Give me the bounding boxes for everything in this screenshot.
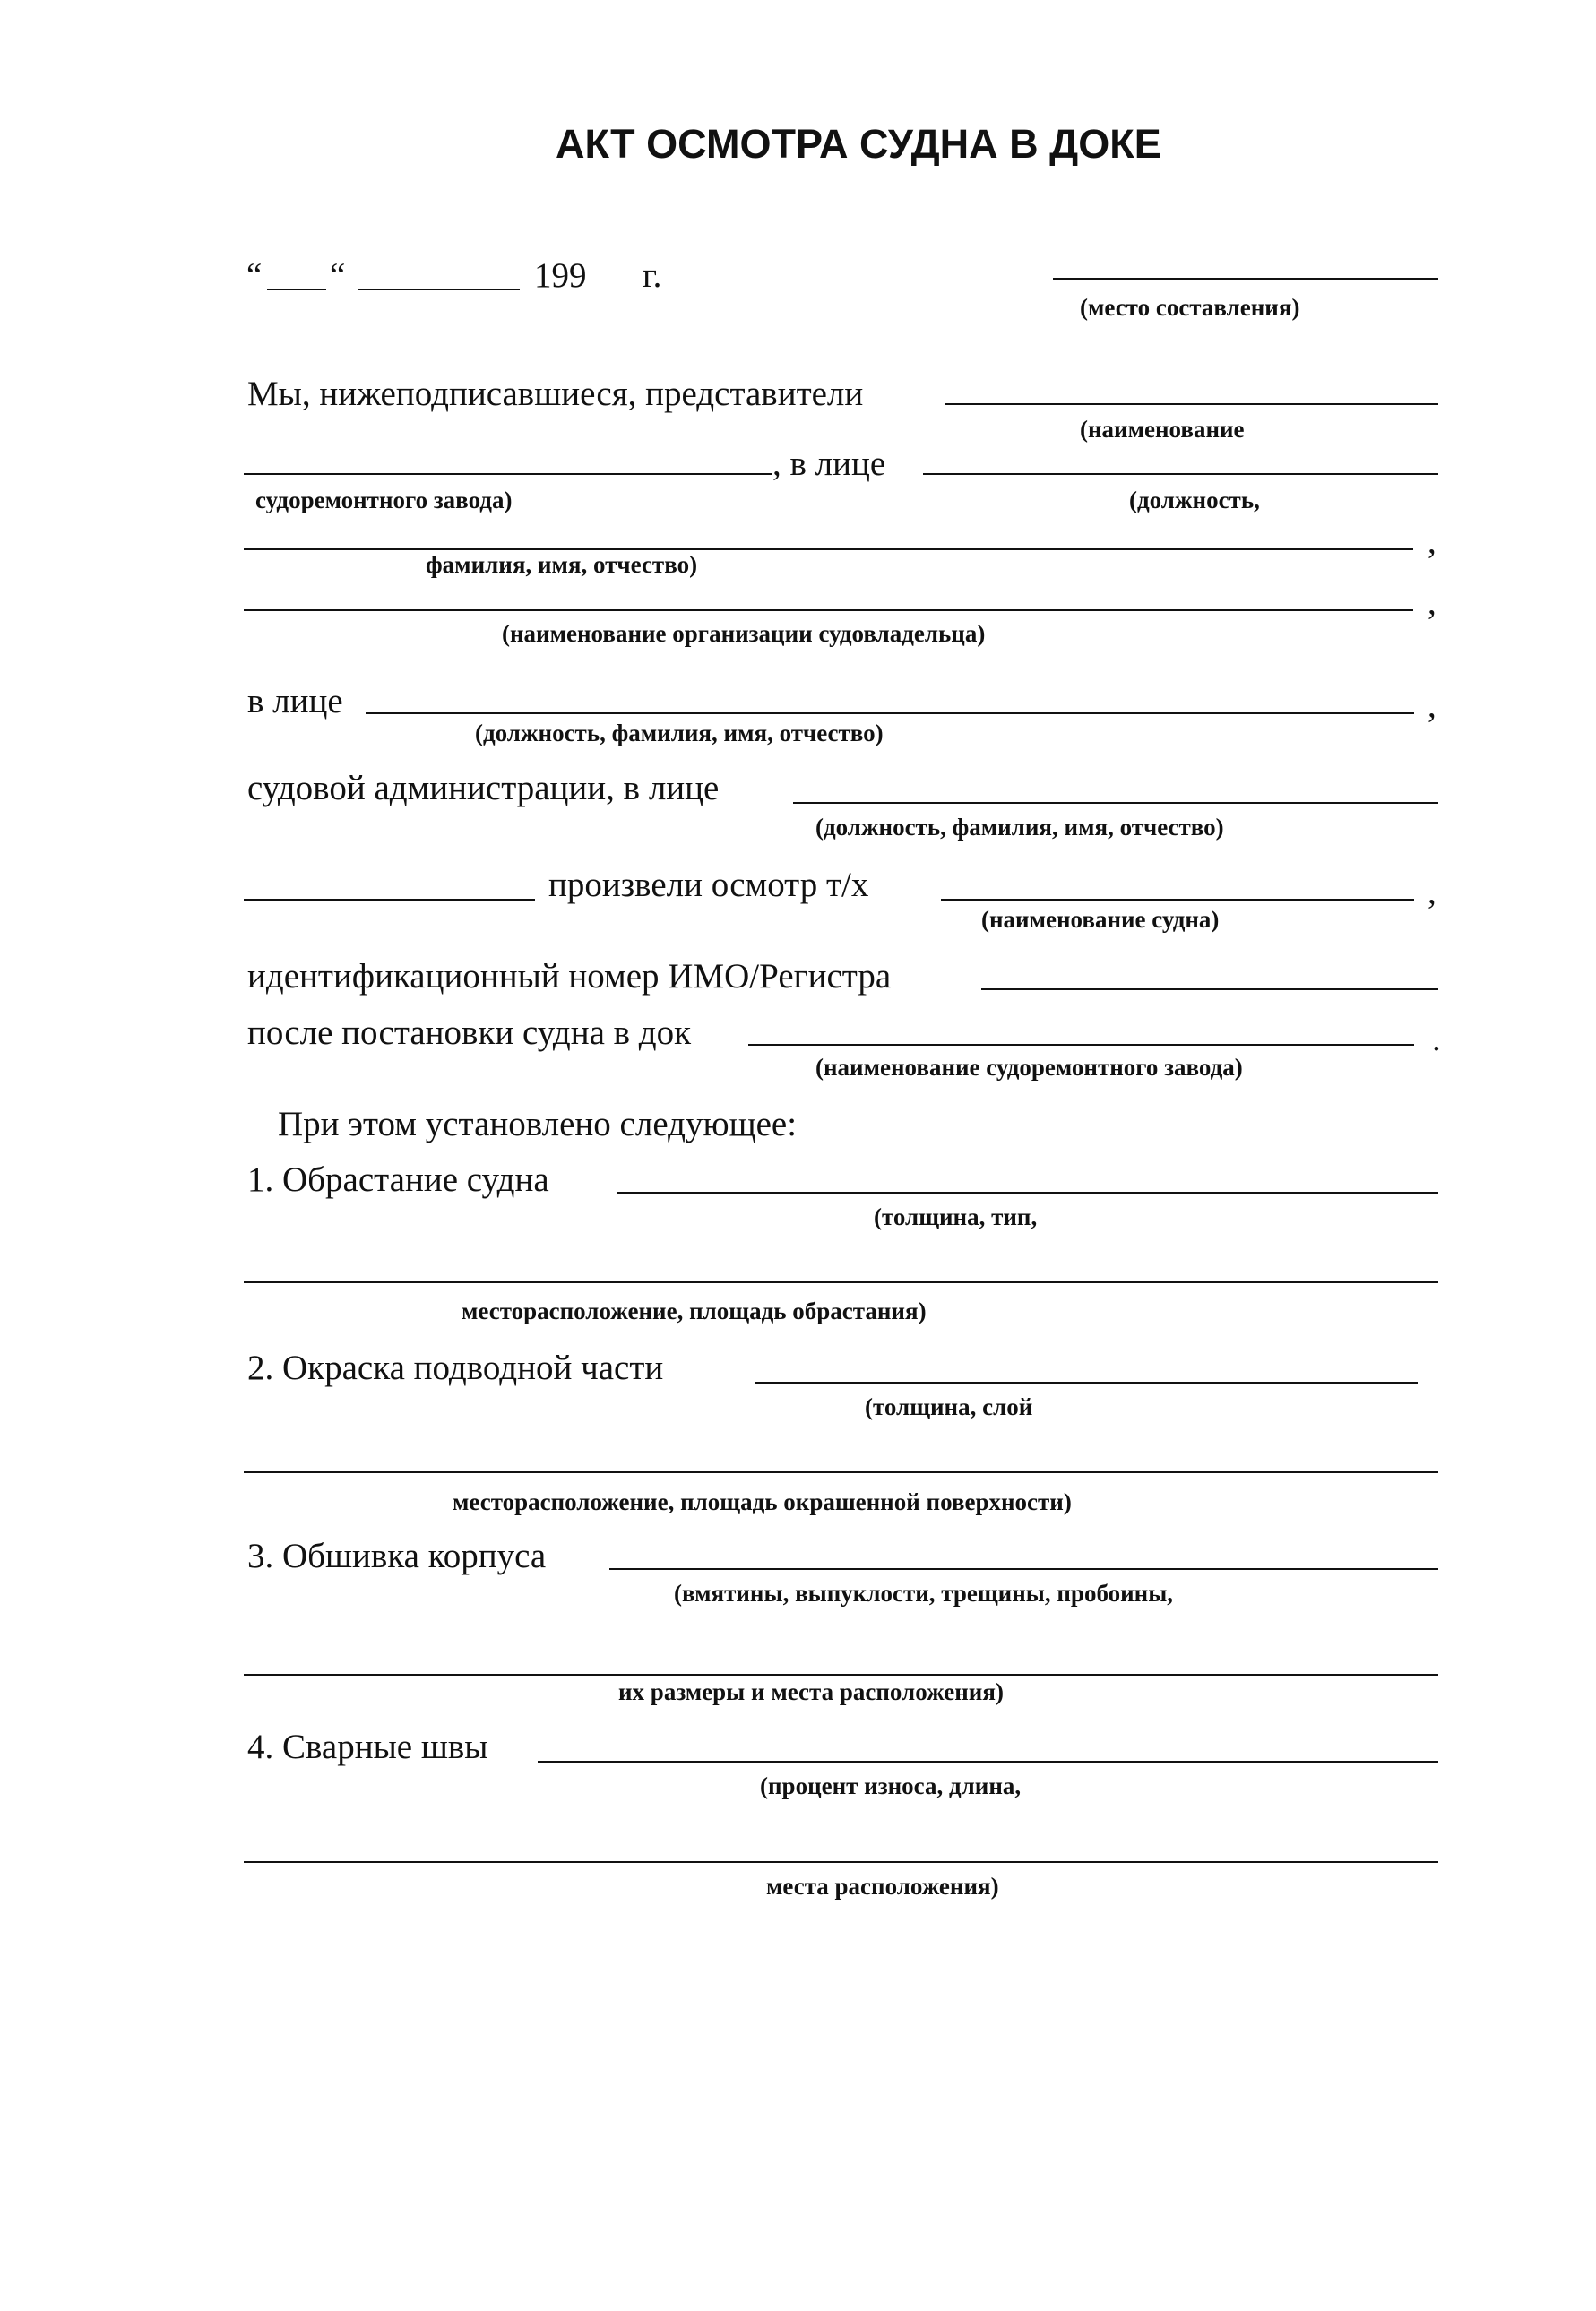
inspection-caption: (наименование судна)	[981, 906, 1220, 933]
shipyard-name-line-2[interactable]	[244, 473, 772, 475]
ship-admin-line[interactable]	[793, 802, 1438, 804]
item-2-caption-1: (толщина, слой	[865, 1393, 1033, 1420]
imo-label: идентификационный номер ИМО/Регистра	[247, 957, 892, 996]
yard-rep-fio-line[interactable]	[244, 548, 1413, 550]
caption-position: (должность,	[1129, 487, 1260, 513]
intro-text: Мы, нижеподписавшиеся, представители	[247, 375, 864, 413]
dock-label: после постановки судна в док	[247, 1013, 692, 1052]
item-4-caption-1: (процент износа, длина,	[760, 1772, 1022, 1799]
dock-shipyard-line[interactable]	[748, 1044, 1414, 1046]
item-4-label: 4. Сварные швы	[247, 1728, 488, 1766]
item-1-label: 1. Обрастание судна	[247, 1160, 549, 1199]
shipyard-name-line[interactable]	[945, 403, 1438, 405]
ship-name-line[interactable]	[941, 899, 1414, 901]
item-1-line-2[interactable]	[244, 1281, 1438, 1283]
item-1-caption-2: месторасположение, площадь обрастания)	[462, 1298, 927, 1324]
item-2-line-1[interactable]	[755, 1382, 1418, 1384]
item-4-caption-2: места расположения)	[766, 1873, 999, 1900]
document-title: АКТ ОСМОТРА СУДНА В ДОКЕ	[556, 121, 1161, 167]
date-close-quote: “	[330, 256, 346, 295]
comma-3: ,	[1428, 686, 1436, 725]
caption-name: (наименование	[1080, 416, 1245, 443]
item-3-caption-2: их размеры и места расположения)	[618, 1678, 1004, 1705]
established-text: При этом установлено следующее:	[278, 1105, 798, 1143]
owner-rep-label: в лице	[247, 682, 343, 720]
owner-rep-line[interactable]	[366, 712, 1414, 714]
owner-org-line[interactable]	[244, 609, 1413, 611]
item-2-line-2[interactable]	[244, 1471, 1438, 1473]
item-2-label: 2. Окраска подводной части	[247, 1349, 664, 1387]
item-4-line-2[interactable]	[244, 1861, 1438, 1863]
month-field-line[interactable]	[358, 289, 520, 290]
owner-rep-caption: (должность, фамилия, имя, отчество)	[475, 720, 884, 746]
dock-caption: (наименование судоремонтного завода)	[815, 1054, 1243, 1081]
caption-fio: фамилия, имя, отчество)	[426, 551, 698, 578]
caption-plant: судоремонтного завода)	[255, 487, 513, 513]
place-field-line[interactable]	[1053, 278, 1438, 280]
date-open-quote: “	[246, 256, 263, 295]
imo-number-line[interactable]	[981, 988, 1438, 990]
ship-admin-label: судовой администрации, в лице	[247, 769, 720, 807]
item-3-caption-1: (вмятины, выпуклости, трещины, пробоины,	[674, 1580, 1174, 1607]
item-4-line-1[interactable]	[538, 1761, 1438, 1763]
item-1-line-1[interactable]	[617, 1192, 1438, 1194]
year-prefix: 199	[534, 256, 587, 295]
item-2-caption-2: месторасположение, площадь окрашенной поверхности)	[453, 1488, 1072, 1515]
comma-1: ,	[1428, 522, 1436, 561]
in-person-text: , в лице	[772, 444, 886, 483]
inspection-prefix-line[interactable]	[244, 899, 535, 901]
ship-admin-caption: (должность, фамилия, имя, отчество)	[815, 814, 1224, 841]
yard-rep-position-line[interactable]	[923, 473, 1438, 475]
period-1: .	[1432, 1020, 1441, 1058]
item-3-line-1[interactable]	[609, 1568, 1438, 1570]
comma-4: ,	[1428, 873, 1436, 911]
inspection-label: произвели осмотр т/х	[548, 866, 869, 904]
item-3-label: 3. Обшивка корпуса	[247, 1537, 547, 1575]
caption-owner-org: (наименование организации судовладельца)	[502, 620, 986, 647]
comma-2: ,	[1428, 583, 1436, 622]
year-suffix: г.	[643, 256, 662, 295]
place-caption: (место составления)	[1080, 294, 1300, 321]
item-1-caption-1: (толщина, тип,	[874, 1203, 1038, 1230]
item-3-line-2[interactable]	[244, 1674, 1438, 1676]
day-field-line[interactable]	[267, 289, 326, 290]
